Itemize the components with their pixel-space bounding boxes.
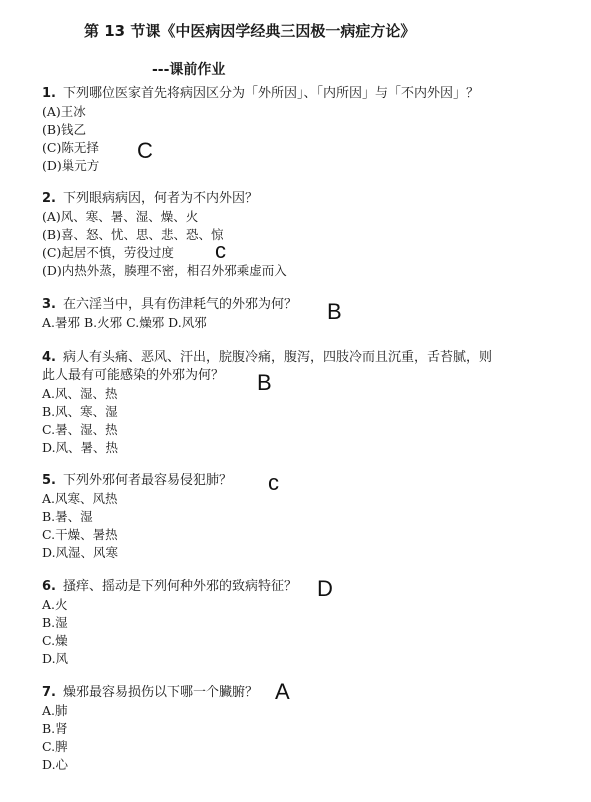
handwritten-answer-3: B — [327, 299, 342, 324]
option-c: C.暑、湿、热 — [42, 422, 118, 437]
option-c: (C)陈无择 — [42, 140, 99, 155]
handwritten-answer-1: C — [137, 138, 153, 163]
option-b: (B)钱乙 — [42, 122, 86, 137]
handwritten-answer-4: B — [257, 370, 272, 395]
question-7 — [42, 684, 542, 774]
handwritten-answer-6: D — [317, 576, 333, 601]
handwritten-answer-2: c — [215, 238, 226, 263]
page-subtitle: ---课前作业 — [152, 62, 226, 78]
question-number: 4. — [42, 350, 56, 365]
question-stem: 1. 下列哪位医家首先将病因区分为「外所因」、「内所因」与「不内外因」？ — [42, 86, 479, 101]
question-number: 3. — [42, 297, 56, 312]
question-stem: 6. 搔痒、摇动是下列何种外邪的致病特征？ — [42, 579, 297, 594]
option-d: D.风、暑、热 — [42, 440, 119, 455]
option-a: A.火 — [42, 597, 68, 612]
option-a: (A)风、寒、暑、湿、燥、火 — [42, 209, 199, 224]
option-b: (B)喜、怒、忧、思、悲、恐、惊 — [42, 227, 224, 242]
option-a: A.肺 — [42, 703, 68, 718]
option-d: (D)内热外蒸，腠理不密，相召外邪乘虚而入 — [42, 263, 287, 278]
option-c: C.燥 — [42, 633, 68, 648]
option-d: (D)巢元方 — [42, 158, 100, 173]
question-stem: 2. 下列眼病病因，何者为不内外因？ — [42, 191, 258, 206]
question-1 — [42, 85, 542, 175]
option-c: (C)起居不慎，劳役过度 — [42, 245, 174, 260]
question-3 — [42, 296, 542, 332]
question-4 — [42, 349, 542, 457]
option-b: B.风、寒、湿 — [42, 404, 118, 419]
option-b: B.肾 — [42, 721, 68, 736]
option-a: (A)王冰 — [42, 104, 86, 119]
question-5 — [42, 472, 542, 562]
question-stem: 3. 在六淫当中，具有伤津耗气的外邪为何？ — [42, 297, 297, 312]
option-c: C.干燥、暑热 — [42, 527, 118, 542]
option-d: D.心 — [42, 757, 69, 772]
options-line: A.暑邪 B.火邪 C.燥邪 D.风邪 — [42, 315, 207, 330]
question-6 — [42, 578, 542, 668]
question-stem-line-1: 4. 病人有头痛、恶风、汗出，脘腹冷痛，腹泻，四肢冷而且沉重，舌苔腻，则 — [42, 350, 492, 365]
option-d: D.风湿、风寒 — [42, 545, 119, 560]
option-c: C.脾 — [42, 739, 68, 754]
question-stem: 5. 下列外邪何者最容易侵犯肺？ — [42, 473, 232, 488]
option-a: A.风、湿、热 — [42, 386, 118, 401]
question-number: 1. — [42, 86, 56, 101]
option-a: A.风寒、风热 — [42, 491, 118, 506]
question-stem: 7. 燥邪最容易损伤以下哪一个臟腑？ — [42, 685, 258, 700]
question-number: 2. — [42, 191, 56, 206]
question-number: 5. — [42, 473, 56, 488]
option-b: B.湿 — [42, 615, 68, 630]
question-number: 7. — [42, 685, 56, 700]
option-d: D.风 — [42, 651, 69, 666]
question-number: 6. — [42, 579, 56, 594]
handwritten-answer-5: c — [268, 470, 279, 495]
question-2 — [42, 190, 542, 280]
option-b: B.暑、湿 — [42, 509, 93, 524]
page-title: 第 13 节课《中医病因学经典三因极一病症方论》 — [84, 22, 416, 40]
handwritten-answer-7: A — [275, 679, 290, 704]
question-stem-line-2: 此人最有可能感染的外邪为何？ — [42, 368, 225, 383]
